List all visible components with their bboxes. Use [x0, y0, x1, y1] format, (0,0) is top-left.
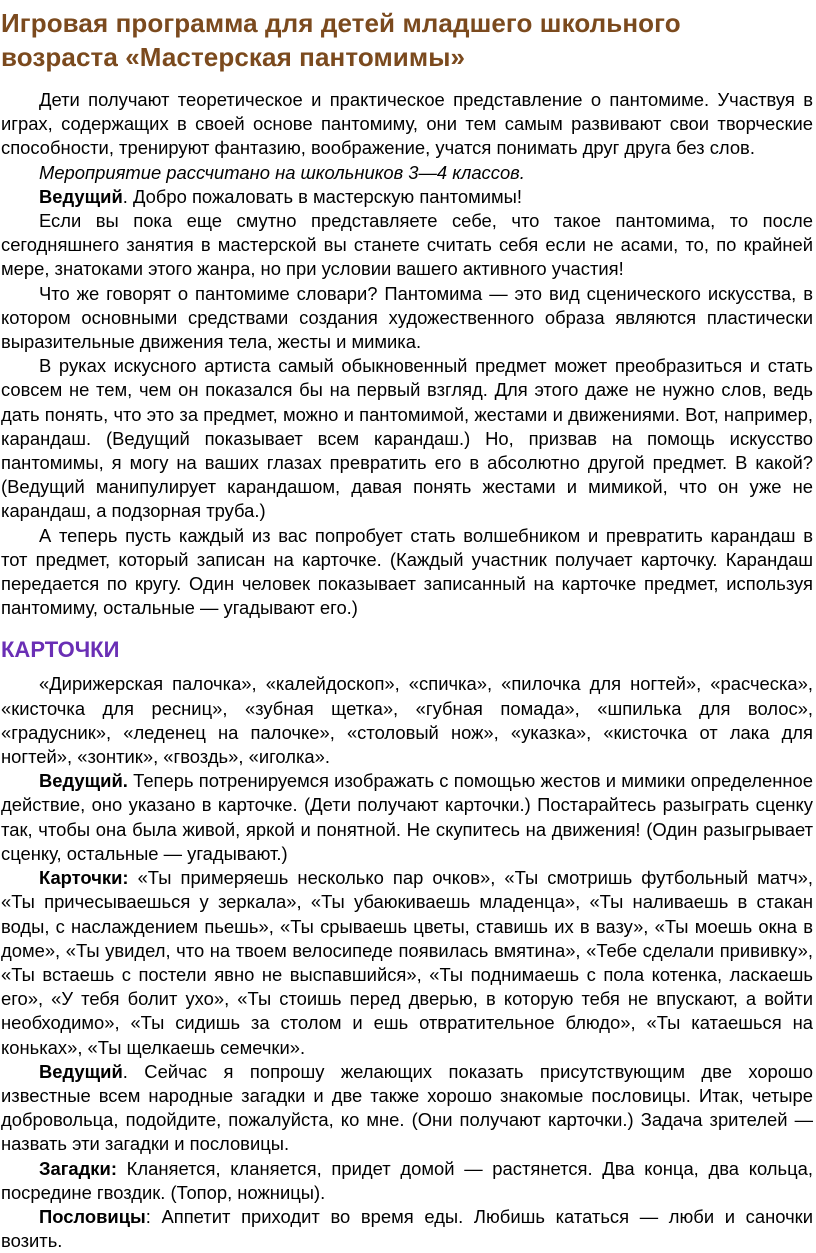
paragraph-text: «Ты примеряешь несколько пар очков», «Ты смотришь футбольный матч», «Ты причесываешься у зеркала», «Ты убаюкиваешь младенца», «Ты наливаешь в стакан воды, с наслаждением пьешь», «Ты срываешь цветы, ставишь их в вазу», «Ты моешь окна в доме», «Ты увидел, что на твоем велосипеде появилась вмятина», «Тебе сделали прививку», «Ты встаешь с постели явно не выспавшийся», «Ты поднимаешь с пола котенка, ласкаешь его», «У тебя болит ухо», «Ты стоишь перед дверью, в которую тебя не впускают, а войти необходимо», «Ты сидишь за столом и ешь отвратительное блюдо», «Ты катаешься на коньках», «Ты щелкаешь семечки». — [1, 867, 813, 1058]
speaker-label: Ведущий — [39, 1060, 123, 1082]
paragraph-text: Кланяется, кланяется, придет домой — растянется. Два конца, два кольца, посредине гвоздик. (Топор, ножницы). — [1, 1157, 813, 1203]
document-title — [1, 6, 816, 74]
intro-paragraph: Дети получают теоретическое и практическое представление о пантомиме. Участвуя в играх, содержащих в своей основе пантомиму, они тем самым развивают свои творческие способности, тренируют фантазию, воображение, учатся понимать друг друга без слов. — [1, 89, 813, 159]
speaker-label: Ведущий. — [39, 770, 128, 792]
proverbs-paragraph — [1, 1205, 813, 1253]
cards-list-paragraph: «Дирижерская палочка», «калейдоскоп», «спичка», «пилочка для ногтей», «расческа», «кисточка для ресниц», «зубная щетка», «губная помада», «шпилька для волос», «градусник», «леденец на палочке», «столовый нож», «указка», «кисточка от лака для ногтей», «зонтик», «гвоздь», «иголка». — [1, 673, 813, 768]
section-heading-cards: КАРТОЧКИ — [1, 637, 120, 663]
paragraph: Что же говорят о пантомиме словари? Пантомима — это вид сценического искусства, в котором основными средствами создания художественного образа являются пластически выразительные движения тела, жесты и мимика. — [1, 282, 813, 353]
paragraph-text: Теперь потренируемся изображать с помощью жестов и мимики определенное действие, оно указано в карточке. (Дети получают карточки.) Постарайтесь разыграть сценку так, чтобы она была живой, яркой и понятной. Не скупитесь на движения! (Один разыгрывает сценку, остальные — угадывают.) — [1, 770, 813, 864]
riddles-paragraph — [1, 1157, 813, 1205]
cards-label: Карточки: — [39, 867, 129, 889]
audience-note: Мероприятие рассчитано на школьников 3—4 классов. — [39, 161, 525, 183]
paragraph-text: . Добро пожаловать в мастерскую пантомимы! — [122, 185, 522, 207]
paragraph-text: . Сейчас я попрошу желающих показать присутствующим две хорошо известные всем народные загадки и две также хорошо знакомые пословицы. Итак, четыре добровольца, подойдите, пожалуйста, ко мне. (Они получают карточки.) Задача зрителей — назвать эти загадки и пословицы. — [1, 1060, 813, 1155]
paragraph: В руках искусного артиста самый обыкновенный предмет может преобразиться и стать совсем не тем, чем он показался бы на первый взгляд. Для этого даже не нужно слов, ведь дать понять, что это за предмет, можно и пантомимой, жестами и движениями. Вот, например, карандаш. (Ведущий показывает всем карандаш.) Но, призвав на помощь искусство пантомимы, я могу на ваших глазах превратить его в абсолютно другой предмет. В какой? (Ведущий манипулирует карандашом, давая понять жестами и мимикой, что он уже не карандаш, а подзорная труба.) — [1, 355, 813, 522]
paragraph-text: : Аппетит приходит во время еды. Любишь кататься — люби и саночки возить. — [1, 1205, 813, 1252]
cards-actions-paragraph — [1, 866, 813, 1060]
paragraph: А теперь пусть каждый из вас попробует стать волшебником и превратить карандаш в тот предмет, который записан на карточке. (Каждый участник получает карточку. Карандаш передается по кругу. Один человек показывает записанный на карточке предмет, используя пантомиму, остальные — угадывают его.) — [1, 524, 813, 619]
paragraph: Если вы пока еще смутно представляете себе, что такое пантомима, то после сегодняшнего занятия в мастерской вы станете считать себя если не асами, то, по крайней мере, знатоками этого жанра, но при условии вашего активного участия! — [1, 210, 813, 280]
speaker-label: Ведущий — [39, 185, 123, 207]
riddles-label: Загадки: — [39, 1157, 117, 1179]
proverbs-label: Пословицы — [39, 1205, 146, 1227]
title-line-1: Игровая программа для детей младшего школьного — [1, 8, 681, 38]
host-riddles-intro — [1, 1060, 813, 1157]
host-instruction — [1, 769, 813, 866]
host-greeting — [1, 185, 813, 209]
title-line-2: возраста «Мастерская пантомимы» — [1, 42, 466, 72]
